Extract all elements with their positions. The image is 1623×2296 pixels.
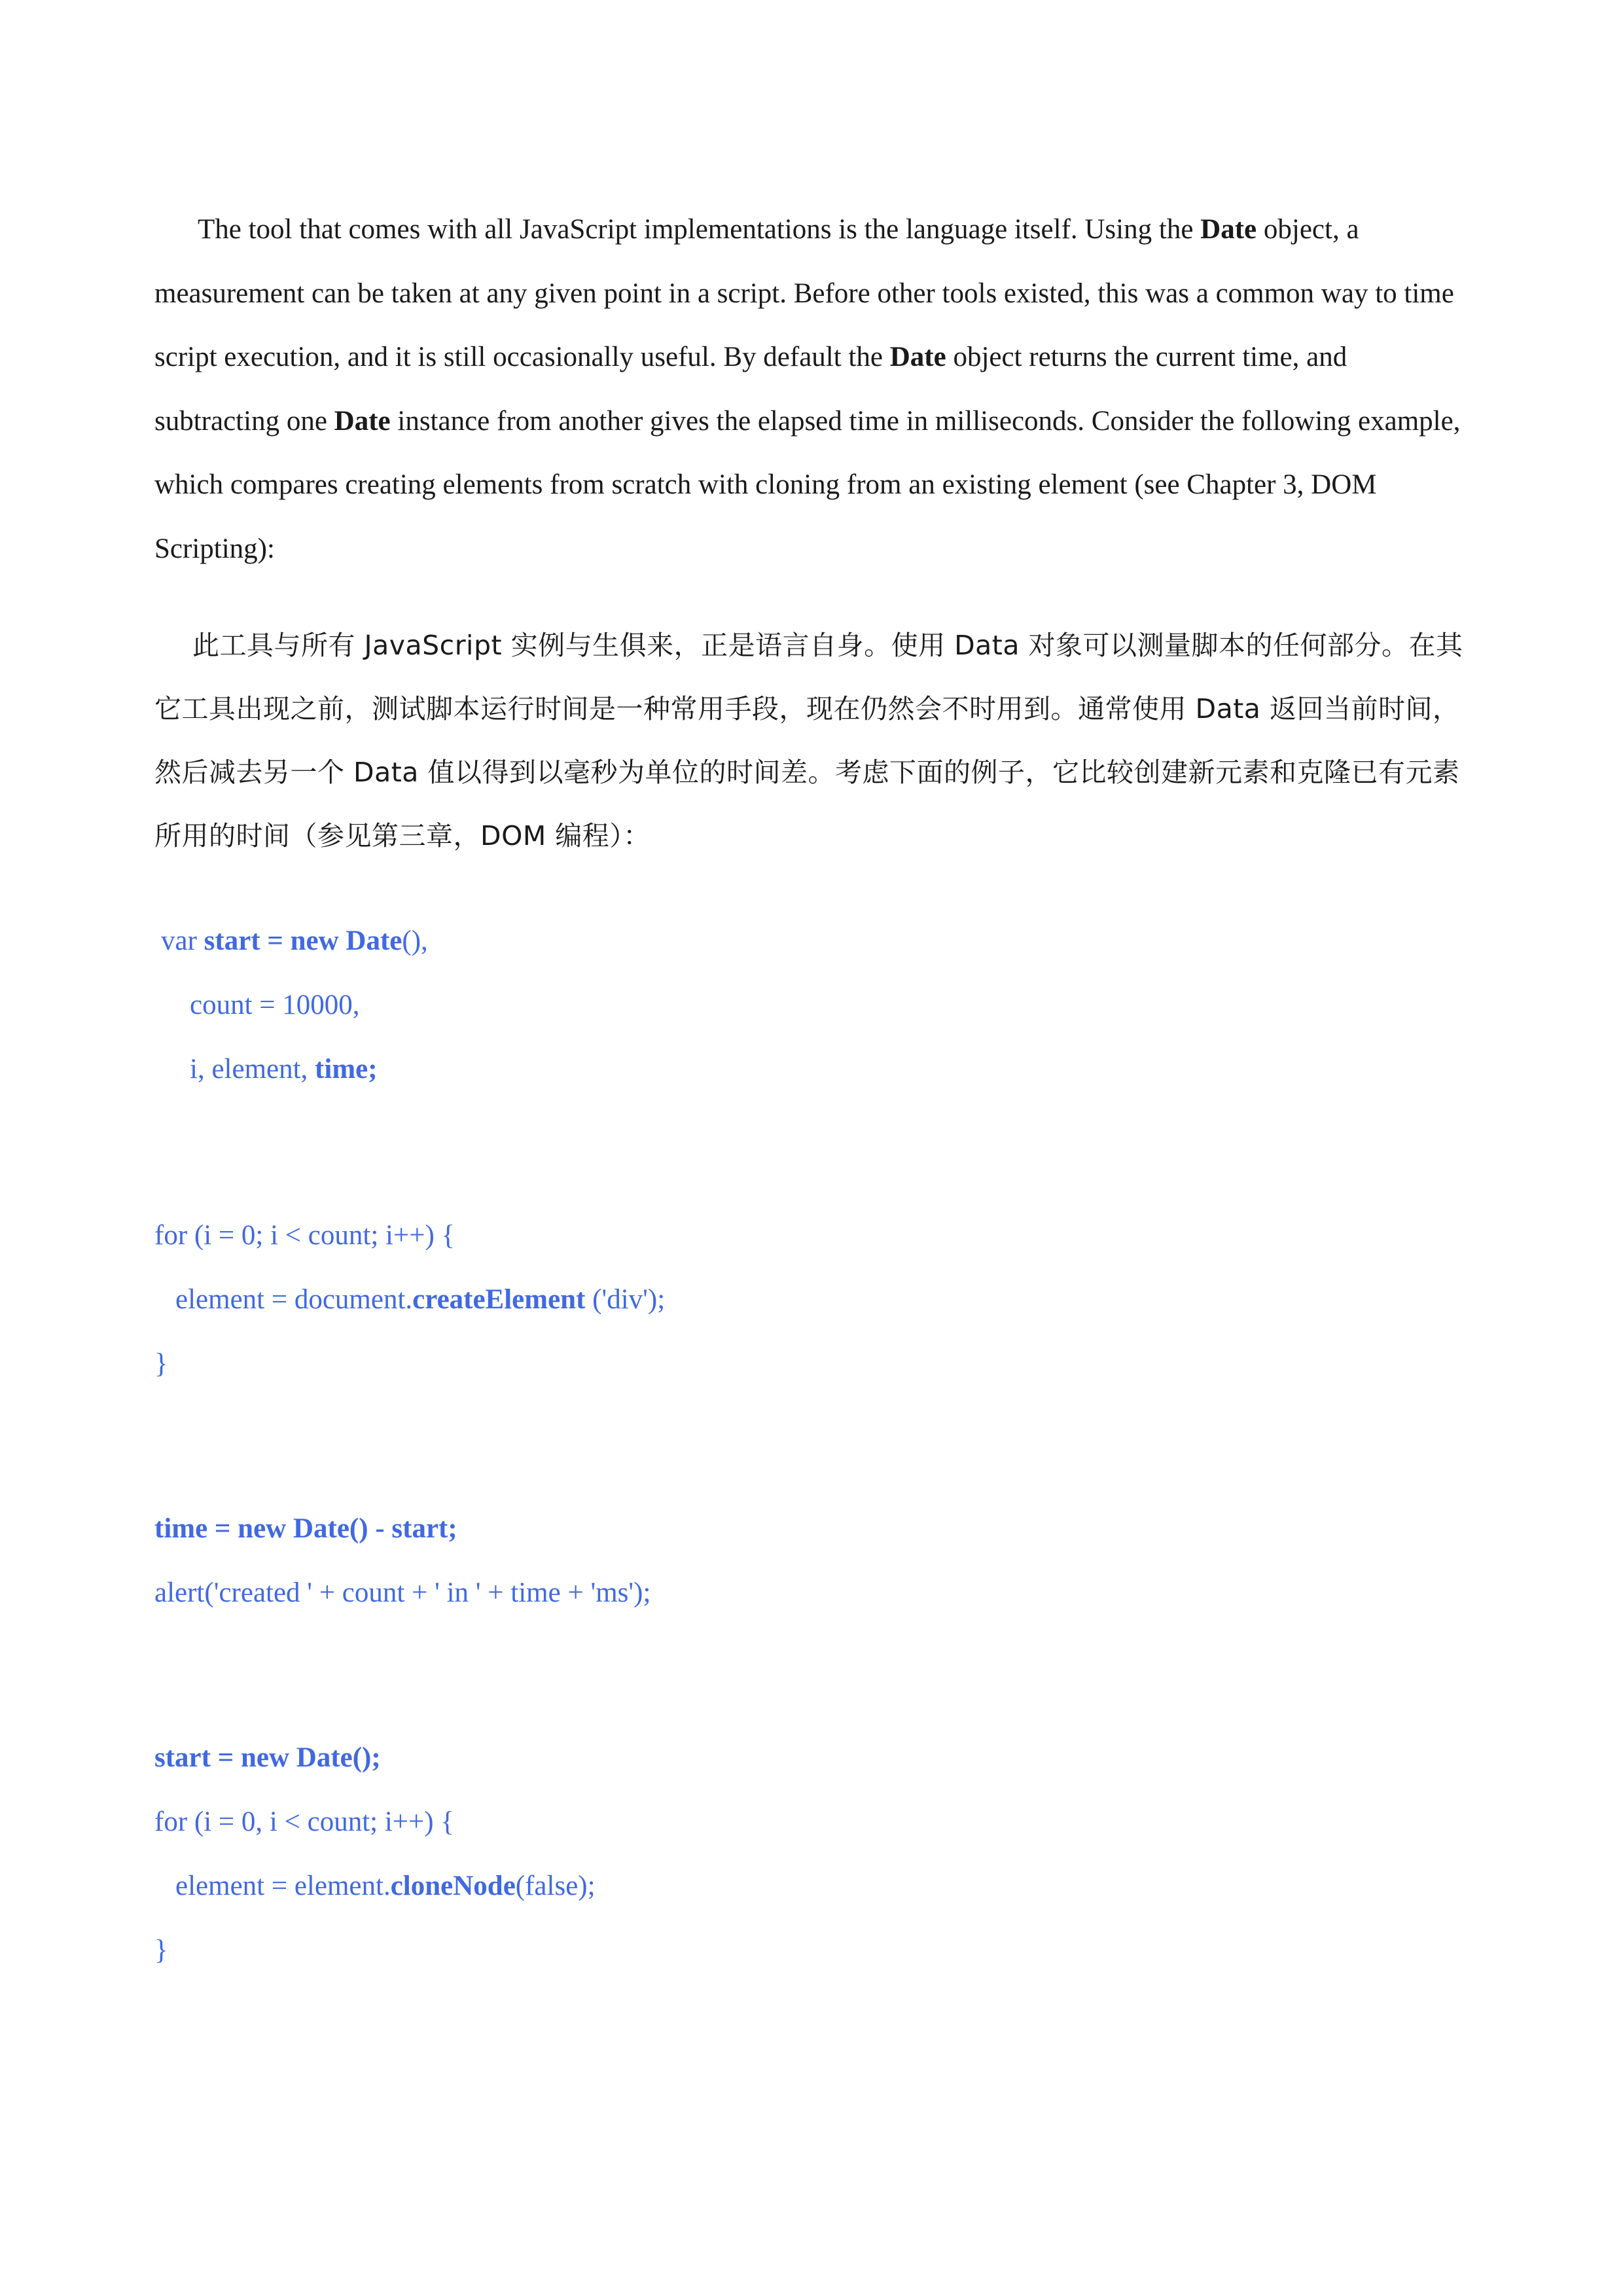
code-line-12: } (154, 1935, 168, 1965)
code-line-8: alert('created ' + count + ' in ' + time + 'ms'); (154, 1577, 651, 1608)
text-segment: instance from another gives the elapsed time in milliseconds. Consider the following example, which compares creating elements from scratch with cloning from an existing element (see Chapter 3, DOM Scripting): (154, 405, 1461, 564)
code-line-6: } (154, 1348, 168, 1379)
text-segment: object returns the current time, and subtracting one (154, 342, 1347, 437)
keyword-date: Date (889, 342, 946, 372)
code-line-3: i, element, time; (190, 1054, 378, 1085)
code-line-7: time = new Date() - start; (154, 1513, 457, 1544)
code-line-2: count = 10000, (190, 990, 360, 1020)
keyword-date: Date (334, 405, 391, 437)
code-line-11: element = element.cloneNode(false); (175, 1871, 596, 1901)
text-segment: The tool that comes with all JavaScript implementations is the language itself. Using the (198, 214, 1201, 245)
code-line-4: for (i = 0; i < count; i++) { (154, 1220, 455, 1251)
paragraph-english (154, 198, 1470, 581)
code-line-10: for (i = 0, i < count; i++) { (154, 1806, 454, 1837)
keyword-date: Date (1200, 214, 1257, 245)
text-segment: object, a measurement can be taken at any given point in a script. Before other tools existed, this was a common way to time script execution, and it is still occasionally useful. By default the (154, 214, 1454, 372)
code-line-1: var start = new Date(), (161, 925, 428, 956)
code-line-5: element = document.createElement ('div'); (175, 1284, 666, 1315)
text-segment: 此工具与所有 JavaScript 实例与生俱来，正是语言自身。使用 Data 对象可以测量脚本的任何部分。在其它工具出现之前，测试脚本运行时间是一种常用手段，现在仍然会不时用到。通常使用 Data 返回当前时间，然后减去另一个 Data 值以得到以毫秒为单位的时间差。考虑下面的例子，它比较创建新元素和克隆已有元素所用的时间（参见第三章，DOM 编程）： (154, 630, 1463, 852)
paragraph-chinese (154, 614, 1470, 868)
code-line-9: start = new Date(); (154, 1742, 381, 1773)
